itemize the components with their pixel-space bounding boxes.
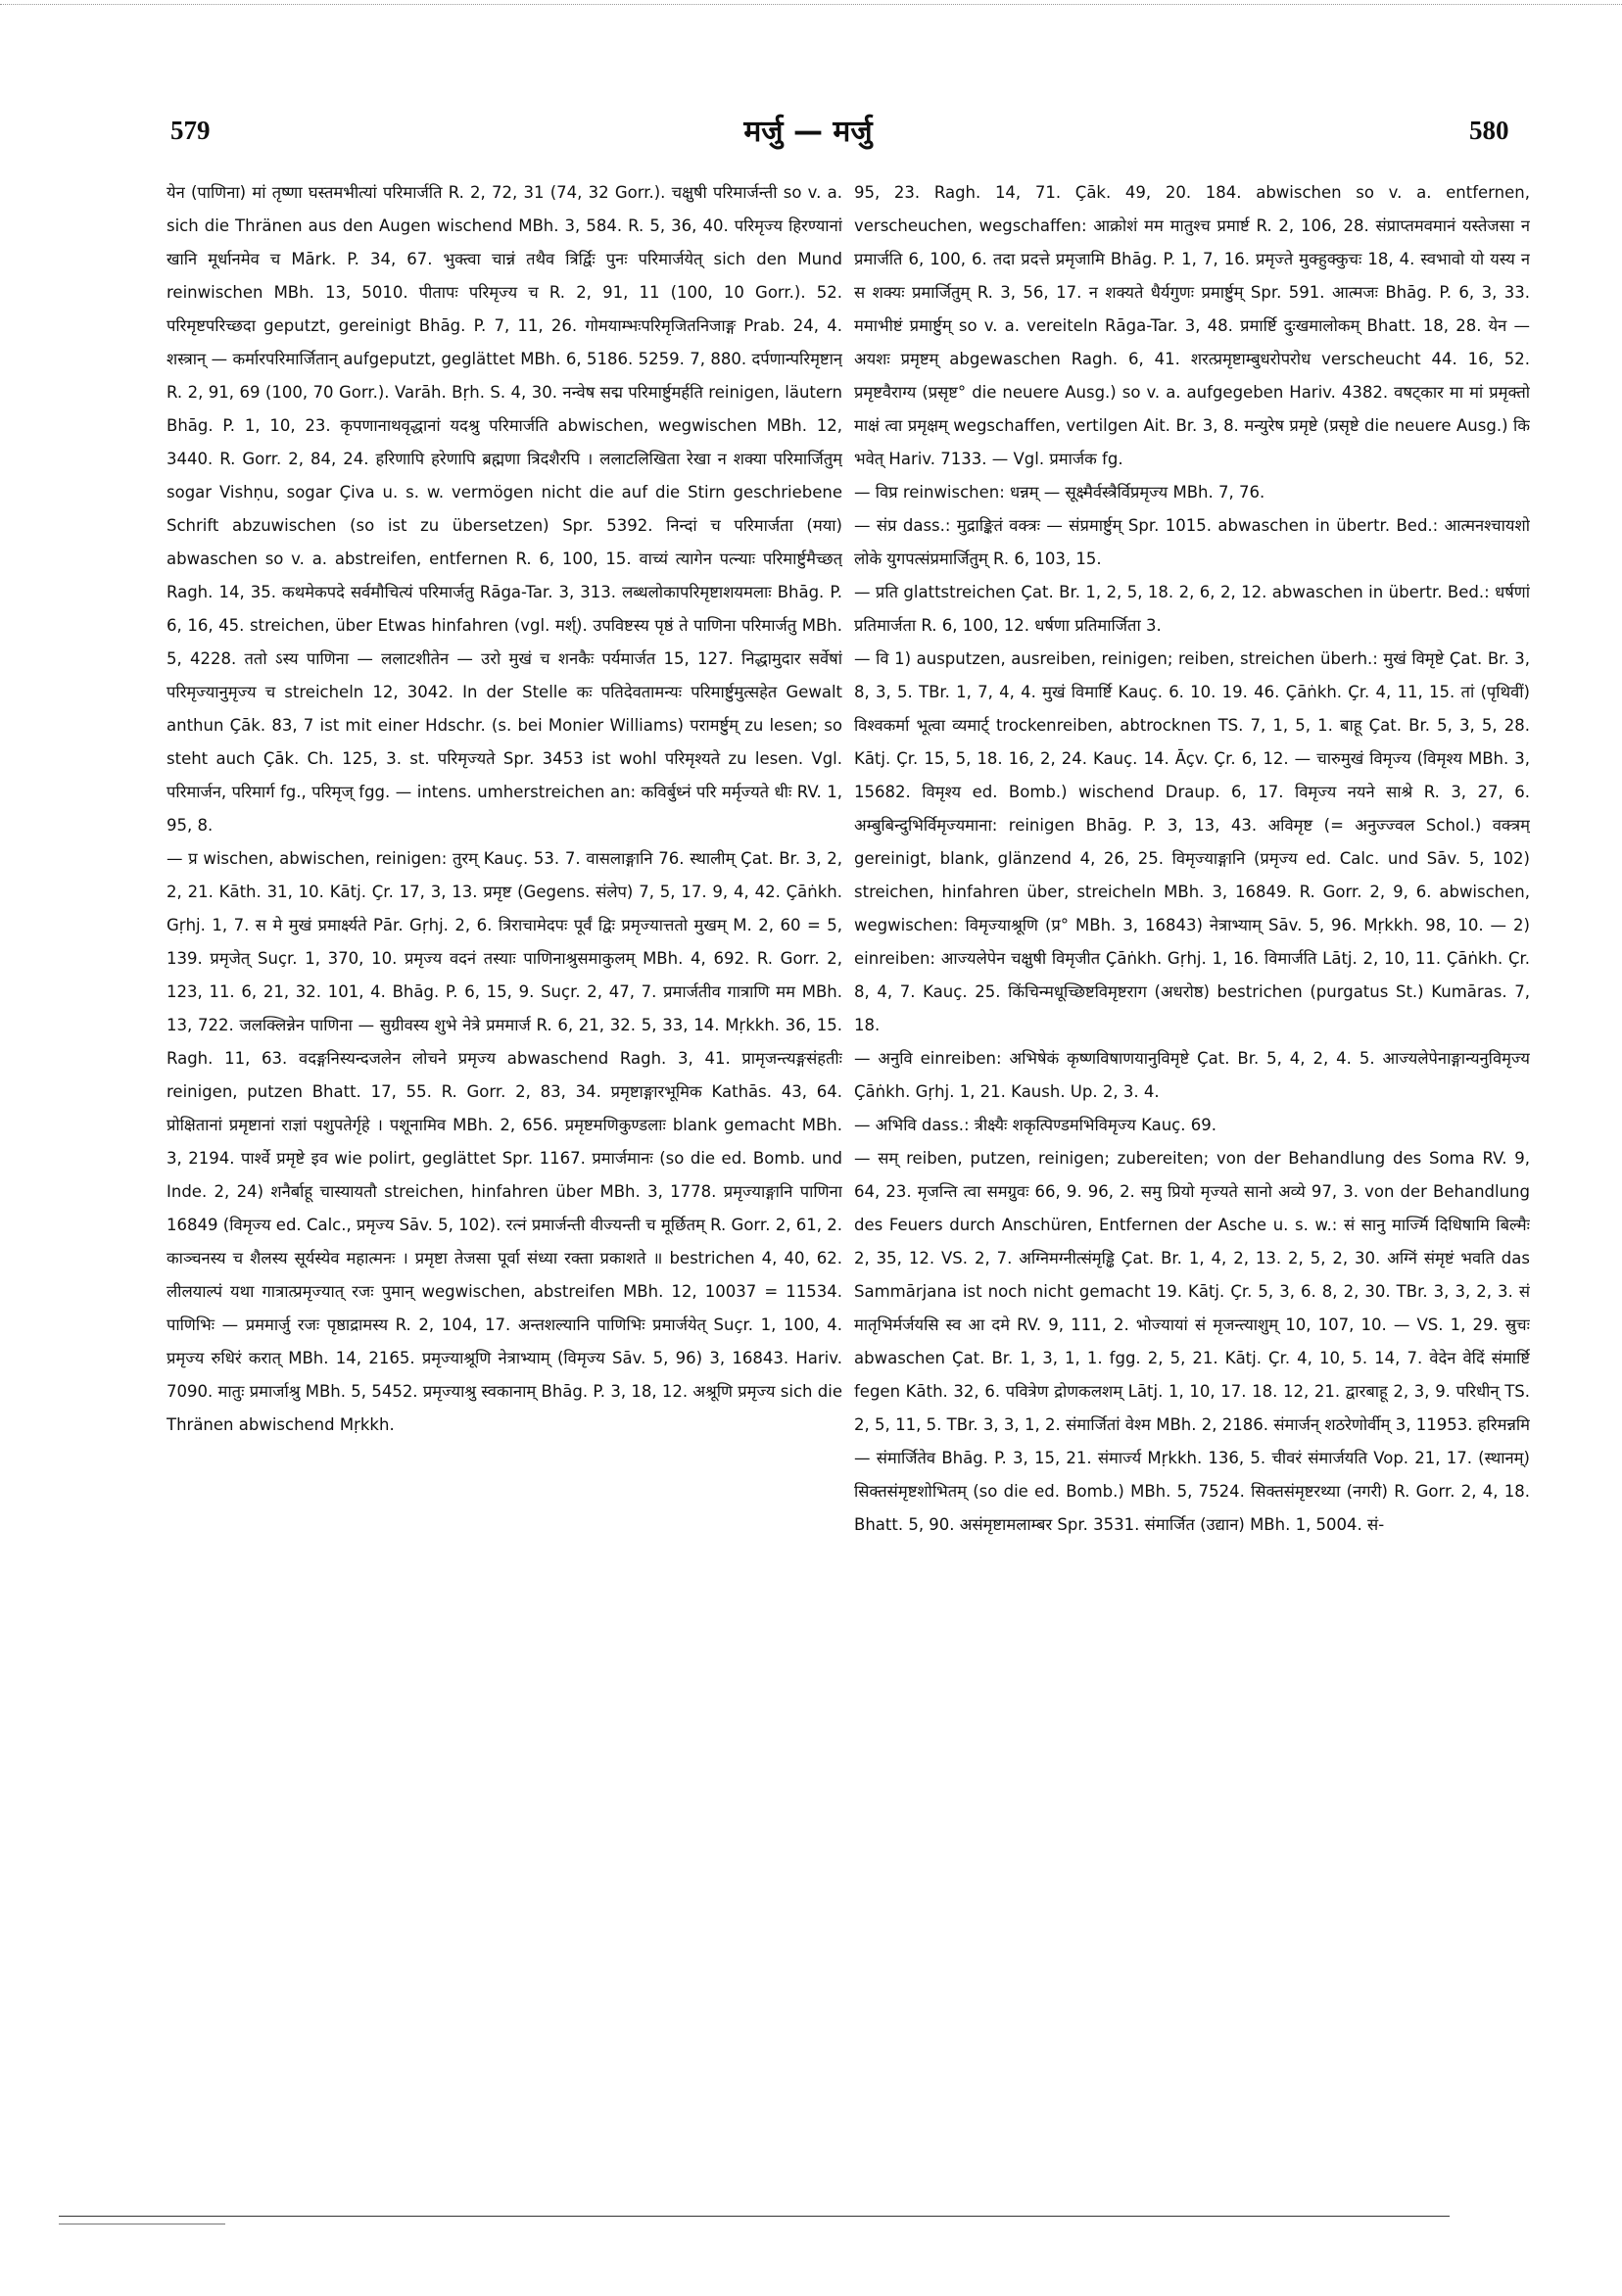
right-column: [854, 176, 1530, 2214]
left-paragraph-pra: — प्र wischen, abwischen, reinigen: तुरम् Kauç. 53. 7. वासलाङ्गानि 76. स्थालीम् Çat. Br. 3, 2, 2, 21. Kāth. 31, 10. Kātj. Çr. 17, 3, 13. प्रमृष्ट (Gegens. संलेप) 7, 5, 17. 9, 4, 42. Çāṅkh. Gṛhj. 1, 7. स मे मुखं प्रमार्क्ष्यते Pār. Gṛhj. 2, 6. त्रिराचामेदपः पूर्वं द्विः प्रमृज्यात्ततो मुखम् M. 2, 60 = 5, 139. प्रमृजेत् Suçr. 1, 370, 10. प्रमृज्य वदनं तस्याः पाणिनाश्रुसमाकुलम् MBh. 4, 692. R. Gorr. 2, 123, 11. 6, 21, 32. 101, 4. Bhāg. P. 6, 15, 9. Suçr. 2, 47, 7. प्रमार्जतीव गात्राणि मम MBh. 13, 722. जलक्लिन्नेन पाणिना — सुग्रीवस्य शुभे नेत्रे प्रममार्ज R. 6, 21, 32. 5, 33, 14. Mṛkkh. 36, 15. Ragh. 11, 63. वदङ्गनिस्यन्दजलेन लोचने प्रमृज्य abwaschend Ragh. 3, 41. प्रामृजन्त्यङ्गसंहतीः reinigen, putzen Bhatt. 17, 55. R. Gorr. 2, 83, 34. प्रमृष्टाङ्गारभूमिक Kathās. 43, 64. प्रोक्षितानां प्रमृष्टानां राज्ञां पशुपतेर्गृहे । पशूनामिव MBh. 2, 656. प्रमृष्टमणिकुण्डलाः blank gemacht MBh. 3, 2194. पार्श्वे प्रमृष्टे इव wie polirt, geglättet Spr. 1167. प्रमार्जमानः (so die ed. Bomb. und Inde. 2, 24) शनैर्बाहू चास्यायतौ streichen, hinfahren über MBh. 3, 1778. प्रमृज्याङ्गानि पाणिना 16849 (विमृज्य ed. Calc., प्रमृज्य Sāv. 5, 102). रत्नं प्रमार्जन्ती वीज्यन्ती च मूर्छितम् R. Gorr. 2, 61, 2. काञ्चनस्य च शैलस्य सूर्यस्येव महात्मनः । प्रमृष्टा तेजसा पूर्वा संध्या रक्ता प्रकाशते ॥ bestrichen 4, 40, 62. लीलयाल्पं यथा गात्रात्प्रमृज्यात् रजः पुमान् wegwischen, abstreifen MBh. 12, 10037 = 11534. पाणिभिः — प्रममार्जु रजः पृष्ठाद्रामस्य R. 2, 104, 17. अन्तशल्यानि पाणिभिः प्रमार्जयेत् Suçr. 1, 100, 4. प्रमृज्य रुधिरं करात् MBh. 14, 2165. प्रमृज्याश्रूणि नेत्राभ्याम् (विमृज्य Sāv. 5, 96) 3, 16843. Hariv. 7090. मातुः प्रमार्जाश्रु MBh. 5, 5452. प्रमृज्याश्रु स्वकानाम् Bhāg. P. 3, 18, 12. अश्रूणि प्रमृज्य sich die Thränen abwischend Mṛkkh.: [167, 849, 842, 1434]
right-page-number: 580: [1469, 116, 1509, 145]
right-paragraph-vi: — वि 1) ausputzen, ausreiben, reinigen; reiben, streichen überh.: मुखं विमृष्टे Çat. Br. 3, 8, 3, 5. TBr. 1, 7, 4, 4. मुखं विमार्ष्टि Kauç. 6. 10. 19. 46. Çāṅkh. Çr. 4, 11, 15. तां (पृथिवीं) विश्वकर्मा भूत्वा व्यमार्ट् trockenreiben, abtrocknen TS. 7, 1, 5, 1. बाहू Çat. Br. 5, 3, 5, 28. Kātj. Çr. 15, 5, 18. 16, 2, 24. Kauç. 14. Āçv. Çr. 6, 12. — चारुमुखं विमृज्य (विमृश्य MBh. 3, 15682. विमृश्य ed. Bomb.) wischend Draup. 6, 17. विमृज्य नयने साश्रे R. 3, 27, 6. अम्बुबिन्दुभिर्विमृज्यमाना: reinigen Bhāg. P. 3, 13, 43. अविमृष्ट (= अनुज्ज्वल Schol.) वक्त्रम् gereinigt, blank, glänzend 4, 26, 25. विमृज्याङ्गानि (प्रमृज्य ed. Calc. und Sāv. 5, 102) streichen, hinfahren über, streicheln MBh. 3, 16849. R. Gorr. 2, 9, 6. abwischen, wegwischen: विमृज्याश्रूणि (प्र° MBh. 3, 16843) नेत्राभ्याम् Sāv. 5, 96. Mṛkkh. 98, 10. — 2) einreiben: आज्यलेपेन चक्षुषी विमृजीत Çāṅkh. Gṛhj. 1, 16. विमार्जति Lātj. 2, 10, 11. Çāṅkh. Çr. 8, 4, 7. Kauç. 25. किंचिन्मधूच्छिष्टविमृष्टराग (अधरोष्ठ) bestrichen (purgatus St.) Kumāras. 7, 18.: [854, 649, 1530, 1034]
left-page-number: 579: [170, 116, 211, 145]
left-column: [167, 176, 842, 2214]
top-edge-rule: [0, 4, 1622, 5]
footer-rule: [59, 2216, 1450, 2217]
right-paragraph-vipra: — विप्र reinwischen: धन्नम् — सूक्ष्मैर्वस्त्रैर्विप्रमृज्य MBh. 7, 76.: [854, 483, 1265, 502]
right-paragraph-anuvi: — अनुवि einreiben: अभिषेकं कृष्णविषाणयानुविमृष्टे Çat. Br. 5, 4, 2, 4. 5. आज्यलेपेनाङ्गान्यनुविमृज्य Çāṅkh. Gṛhj. 1, 21. Kaush. Up. 2, 3. 4.: [854, 1049, 1530, 1101]
right-paragraph-sam: — सम् reiben, putzen, reinigen; zubereiten; von der Behandlung des Soma RV. 9, 64, 23. मृजन्ति त्वा समग्रुवः 66, 9. 96, 2. समु प्रियो मृज्यते सानो अव्ये 97, 3. von der Behandlung des Feuers durch Anschüren, Entfernen der Asche u. s. w.: सं सानु मार्ज्मि दिधिषामि बिल्मैः 2, 35, 12. VS. 2, 7. अग्निमग्नीत्संमृड्ढि Çat. Br. 1, 4, 2, 13. 2, 5, 2, 30. अग्निं संमृष्टं भवति das Sammārjana ist noch nicht gemacht 19. Kātj. Çr. 5, 3, 6. 8, 2, 30. TBr. 3, 3, 2, 3. सं मातृभिर्मर्जयसि स्व आ दमे RV. 9, 111, 2. भोज्यायां सं मृजन्त्याशुम् 10, 107, 10. — VS. 1, 29. स्रुचः abwaschen Çat. Br. 1, 3, 1, 1. fgg. 2, 5, 21. Kātj. Çr. 4, 10, 5. 14, 7. वेदेन वेदिं संमार्ष्टि fegen Kāth. 32, 6. पवित्रेण द्रोणकलशम् Lātj. 1, 10, 17. 18. 12, 21. द्वारबाहू 2, 3, 9. परिधीन् TS. 2, 5, 11, 5. TBr. 3, 3, 1, 2. संमार्जितां वेश्म MBh. 2, 2186. संमार्जन् शठरेणोर्वीम् 3, 11953. हरिमन्नमि — संमार्जितेव Bhāg. P. 3, 15, 21. संमार्ज्य Mṛkkh. 136, 5. चीवरं संमार्जयति Vop. 21, 17. (स्थानम्) सिक्तसंमृष्टशोभितम् (so die ed. Bomb.) MBh. 5, 7524. सिक्तसंमृष्टरथ्या (नगरी) R. Gorr. 2, 4, 18. Bhatt. 5, 90. असंमृष्टामलाम्बर Spr. 3531. संमार्जित (उद्यान) MBh. 1, 5004. सं-: [854, 1149, 1530, 1534]
running-head: मर्जु — मर्जु: [743, 115, 873, 149]
right-paragraph-pra-continued: 95, 23. Ragh. 14, 71. Çāk. 49, 20. 184. abwischen so v. a. entfernen, verscheuchen, wegschaffen: आक्रोशं मम मातुश्च प्रमार्ष्ट R. 2, 106, 28. संप्राप्तमवमानं यस्तेजसा न प्रमार्जति 6, 100, 6. तदा प्रदत्ते प्रमृजामि Bhāg. P. 1, 7, 16. प्रमृज्ते मुक्हुक्कुचः 18, 4. स्वभावो यो यस्य न स शक्यः प्रमार्जितुम् R. 3, 56, 17. न शक्यते धैर्यगुणः प्रमार्ष्टुम् Spr. 591. आत्मजः Bhāg. P. 6, 3, 33. ममाभीष्टं प्रमार्ष्टुम् so v. a. vereiteln Rāga-Tar. 3, 48. प्रमार्ष्टि दुःखमालोकम् Bhatt. 18, 28. येन — अयशः प्रमृष्टम् abgewaschen Ragh. 6, 41. शरत्प्रमृष्टाम्बुधरोपरोध verscheucht 44. 16, 52. प्रमृष्टवैराग्य (प्रसृष्ट° die neuere Ausg.) so v. a. aufgegeben Hariv. 4382. वषट्कार मा मां प्रमृक्तो माक्षं त्वा प्रमृक्षम् wegschaffen, vertilgen Ait. Br. 3, 8. मन्युरेष प्रमृष्टे (प्रसृष्टे die neuere Ausg.) कि भवेत् Hariv. 7133. — Vgl. प्रमार्जक fg.: [854, 183, 1530, 468]
right-paragraph-prati: — प्रति glattstreichen Çat. Br. 1, 2, 5, 18. 2, 6, 2, 12. abwaschen in übertr. Bed.: धर्षणां प्रतिमार्जता R. 6, 100, 12. धर्षणा प्रतिमार्जिता 3.: [854, 583, 1530, 635]
right-paragraph-sampra: — संप्र dass.: मुद्राङ्कितं वक्त्रः — संप्रमार्ष्टुम् Spr. 1015. abwaschen in übertr. Bed.: आत्मनश्चायशो लोके युगपत्संप्रमार्जितुम् R. 6, 103, 15.: [854, 516, 1530, 568]
right-paragraph-abhivi: — अभिवि dass.: त्रीक्ष्यैः शकृत्पिण्डमभिविमृज्य Kauç. 69.: [854, 1116, 1216, 1134]
left-paragraph-marj-pari: येन (पाणिना) मां तृष्णा घस्तमभीत्यां परिमार्जति R. 2, 72, 31 (74, 32 Gorr.). चक्षुषी परिमार्जन्ती so v. a. sich die Thränen aus den Augen wischend MBh. 3, 584. R. 5, 36, 40. परिमृज्य हिरण्यानां खानि मूर्धानमेव च Mārk. P. 34, 67. भुक्त्वा चान्नं तथैव त्रिर्द्विः पुनः परिमार्जयेत् sich den Mund reinwischen MBh. 13, 5010. पीतापः परिमृज्य च R. 2, 91, 11 (100, 10 Gorr.). 52. परिमृष्टपरिच्छदा geputzt, gereinigt Bhāg. P. 7, 11, 26. गोमयाम्भःपरिमृजितनिजाङ्ग Prab. 24, 4. शस्त्रान् — कर्मारपरिमार्जितान् aufgeputzt, geglättet MBh. 6, 5186. 5259. 7, 880. दर्पणान्परिमृष्टान् R. 2, 91, 69 (100, 70 Gorr.). Varāh. Bṛh. S. 4, 30. नन्वेष सद्म परिमार्ष्टुमर्हति reinigen, läutern Bhāg. P. 1, 10, 23. कृपणानाथवृद्धानां यदश्रु परिमार्जति abwischen, wegwischen MBh. 12, 3440. R. Gorr. 2, 84, 24. हरिणापि हरेणापि ब्रह्मणा त्रिदशैरपि । ललाटलिखिता रेखा न शक्या परिमार्जितुम् sogar Vishṇu, sogar Çiva u. s. w. vermögen nicht die auf die Stirn geschriebene Schrift abzuwischen (so ist zu übersetzen) Spr. 5392. निन्दां च परिमार्जता (मया) abwaschen so v. a. abstreifen, entfernen R. 6, 100, 15. वाच्यं त्यागेन पत्न्याः परिमार्ष्टुमैच्छत् Ragh. 14, 35. कथमेकपदे सर्वमौचित्यं परिमार्जतु Rāga-Tar. 3, 313. लब्धलोकापरिमृष्टाशयमलाः Bhāg. P. 6, 16, 45. streichen, über Etwas hinfahren (vgl. मर्श्). उपविष्टस्य पृष्ठं ते पाणिना परिमार्जतु MBh. 5, 4228. ततो ऽस्य पाणिना — ललाटशीतेन — उरो मुखं च शनकैः पर्यमार्जत 15, 127. निद्धामुदार सर्वेषां परिमृज्यानुमृज्य च streicheln 12, 3042. In der Stelle कः पतिदेवतामन्यः परिमार्ष्टुमुत्सहेत Gewalt anthun Çāk. 83, 7 ist mit einer Hdschr. (s. bei Monier Williams) परामर्ष्टुम् zu lesen; so steht auch Çāk. Ch. 125, 3. st. परिमृज्यते Spr. 3453 ist wohl परिमृश्यते zu lesen. Vgl. परिमार्जन, परिमार्ग fg., परिमृज् fgg. — intens. umherstreichen an: कविर्बुध्नं परि मर्मृज्यते धीः RV. 1, 95, 8.: [167, 183, 842, 835]
